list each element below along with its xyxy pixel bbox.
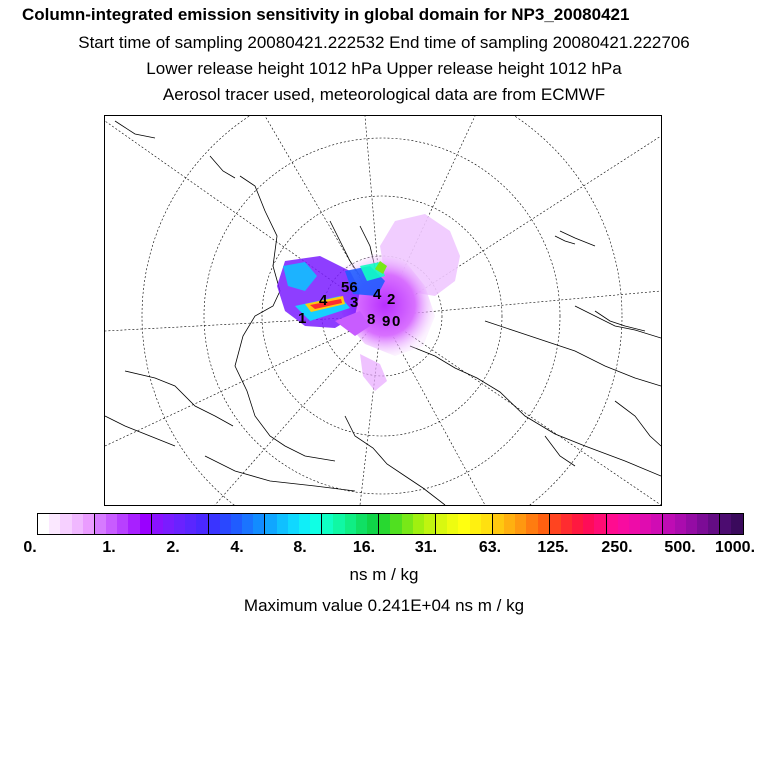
colorbar-tick-label: 250. bbox=[601, 539, 633, 556]
colorbar-swatch bbox=[117, 514, 128, 534]
tracer-info-line: Aerosol tracer used, meteorological data are from ECMWF bbox=[162, 85, 606, 104]
colorbar-swatch bbox=[708, 514, 719, 534]
colorbar-swatch bbox=[481, 514, 492, 534]
colorbar-swatch bbox=[583, 514, 594, 534]
colorbar-swatch bbox=[629, 514, 640, 534]
colorbar-swatch bbox=[253, 514, 264, 534]
colorbar-swatch bbox=[402, 514, 413, 534]
colorbar-swatch bbox=[231, 514, 242, 534]
colorbar-units: ns m / kg bbox=[349, 565, 419, 584]
colorbar-swatch bbox=[333, 514, 344, 534]
colorbar-tick-label: 2. bbox=[166, 539, 180, 556]
colorbar-swatch bbox=[83, 514, 94, 534]
colorbar-swatch bbox=[549, 514, 561, 534]
colorbar-tick-label: 0. bbox=[23, 539, 37, 556]
colorbar-tick-label: 63. bbox=[478, 539, 502, 556]
colorbar-swatch bbox=[367, 514, 378, 534]
colorbar-swatch bbox=[220, 514, 231, 534]
colorbar-swatch bbox=[504, 514, 515, 534]
colorbar-swatch bbox=[492, 514, 504, 534]
colorbar-swatch bbox=[561, 514, 572, 534]
colorbar-swatch bbox=[72, 514, 83, 534]
colorbar-swatch bbox=[60, 514, 71, 534]
colorbar-tick-labels bbox=[0, 539, 768, 559]
colorbar-swatch bbox=[515, 514, 526, 534]
maximum-value-text: Maximum value 0.241E+04 ns m / kg bbox=[243, 596, 525, 615]
colorbar-swatch bbox=[196, 514, 207, 534]
colorbar-swatch bbox=[413, 514, 424, 534]
colorbar-swatch bbox=[618, 514, 629, 534]
colorbar-swatch bbox=[356, 514, 367, 534]
map-label: 4 bbox=[319, 292, 328, 309]
colorbar-swatch bbox=[435, 514, 447, 534]
colorbar-swatch bbox=[572, 514, 583, 534]
colorbar-swatch bbox=[640, 514, 651, 534]
map-label: 8 bbox=[367, 311, 376, 328]
colorbar-swatch bbox=[128, 514, 139, 534]
map-label: 56 bbox=[341, 279, 358, 296]
colorbar-swatch bbox=[140, 514, 151, 534]
colorbar-swatch bbox=[526, 514, 537, 534]
colorbar-tick-label: 500. bbox=[664, 539, 696, 556]
colorbar-swatch bbox=[174, 514, 185, 534]
colorbar-swatch bbox=[163, 514, 174, 534]
colorbar-swatch bbox=[390, 514, 401, 534]
map-label: 3 bbox=[350, 294, 359, 311]
colorbar-swatch bbox=[651, 514, 662, 534]
colorbar-tick-label: 4. bbox=[230, 539, 244, 556]
colorbar-swatch bbox=[321, 514, 333, 534]
map-label: 4 bbox=[373, 286, 382, 303]
colorbar-tick-label: 8. bbox=[293, 539, 307, 556]
colorbar-swatch bbox=[675, 514, 686, 534]
colorbar-swatch bbox=[662, 514, 674, 534]
colorbar bbox=[37, 513, 744, 535]
colorbar-swatch bbox=[538, 514, 549, 534]
polar-map bbox=[105, 116, 661, 505]
colorbar-swatch bbox=[106, 514, 117, 534]
colorbar-swatch bbox=[94, 514, 106, 534]
colorbar-swatch bbox=[310, 514, 321, 534]
colorbar-swatch bbox=[49, 514, 60, 534]
colorbar-swatch bbox=[242, 514, 253, 534]
colorbar-swatch bbox=[345, 514, 356, 534]
colorbar-tick-label: 125. bbox=[537, 539, 569, 556]
map-label: 2 bbox=[387, 291, 396, 308]
map-label: 1 bbox=[298, 310, 307, 327]
colorbar-tick-label: 1. bbox=[102, 539, 116, 556]
release-height-line: Lower release height 1012 hPa Upper release height 1012 hPa bbox=[146, 59, 622, 78]
colorbar-swatch bbox=[447, 514, 458, 534]
colorbar-swatch bbox=[606, 514, 618, 534]
colorbar-swatch bbox=[731, 514, 742, 534]
colorbar-tick-label: 1000. bbox=[714, 539, 756, 556]
colorbar-swatch bbox=[424, 514, 435, 534]
map-label: 9 bbox=[382, 313, 391, 330]
colorbar-swatch bbox=[378, 514, 390, 534]
colorbar-swatch bbox=[299, 514, 310, 534]
colorbar-swatch bbox=[686, 514, 697, 534]
colorbar-swatch bbox=[288, 514, 299, 534]
colorbar-swatch bbox=[470, 514, 481, 534]
colorbar-swatch bbox=[38, 514, 49, 534]
colorbar-swatch bbox=[277, 514, 288, 534]
sensitivity-field bbox=[277, 214, 460, 391]
colorbar-swatch bbox=[719, 514, 731, 534]
colorbar-swatch bbox=[151, 514, 163, 534]
map-panel bbox=[104, 115, 662, 506]
colorbar-swatch bbox=[264, 514, 276, 534]
colorbar-tick-label: 16. bbox=[352, 539, 376, 556]
map-label: 0 bbox=[392, 313, 401, 330]
colorbar-swatch bbox=[458, 514, 469, 534]
sampling-time-line: Start time of sampling 20080421.222532 End time of sampling 20080421.222706 bbox=[78, 33, 690, 52]
chart-title: Column-integrated emission sensitivity in global domain for NP3_20080421 bbox=[22, 5, 630, 24]
colorbar-swatch bbox=[697, 514, 708, 534]
colorbar-swatch bbox=[208, 514, 220, 534]
colorbar-tick-label: 31. bbox=[414, 539, 438, 556]
colorbar-swatch bbox=[594, 514, 605, 534]
colorbar-swatch bbox=[185, 514, 196, 534]
